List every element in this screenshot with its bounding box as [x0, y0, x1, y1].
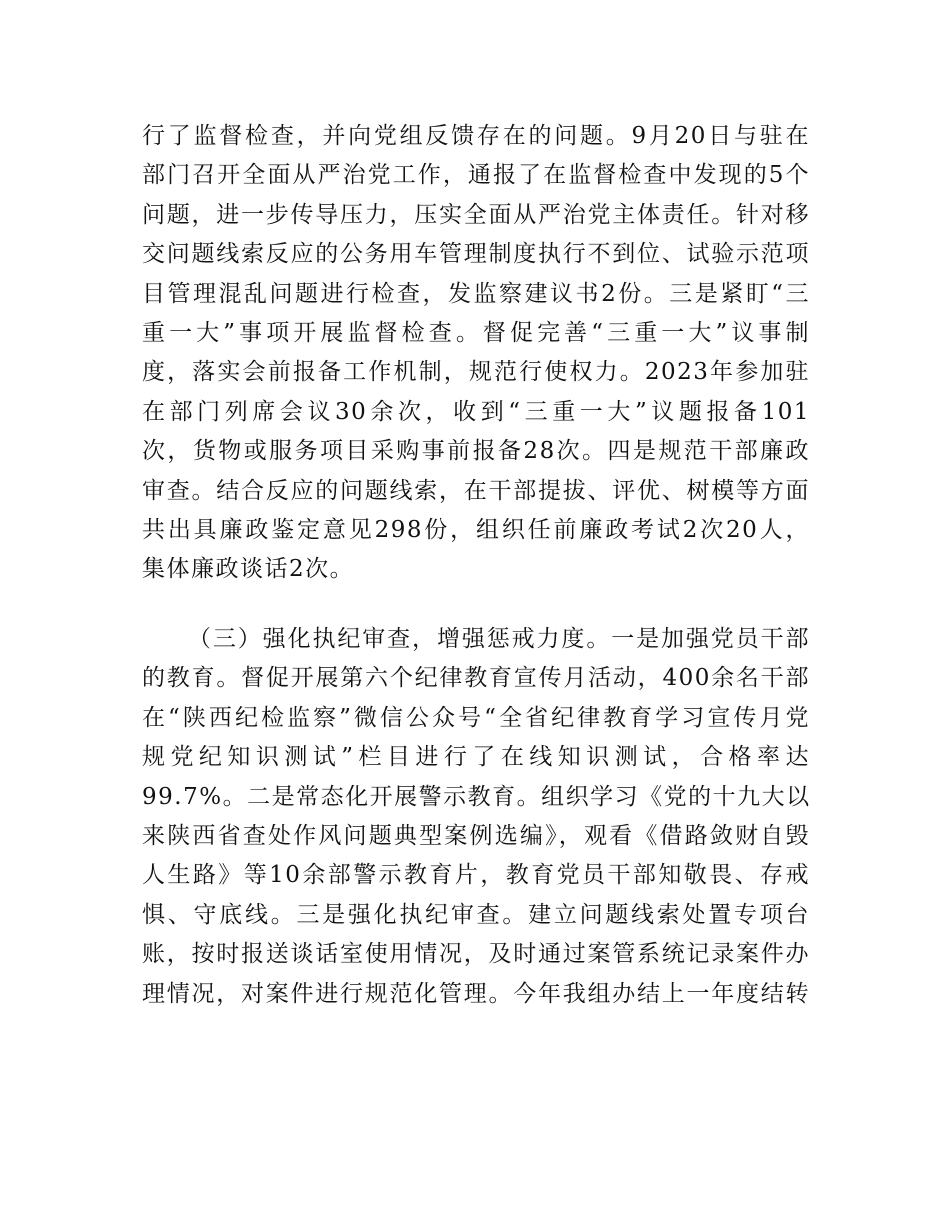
text-line: 部门召开全面从严治党工作，通报了在监督检查中发现的5个 — [142, 162, 810, 189]
text-line: 行了监督检查，并向党组反馈存在的问题。9月20日与驻在 — [142, 123, 810, 149]
text-line: 共出具廉政鉴定意见298份，组织任前廉政考试2次20人， — [142, 517, 810, 544]
text-line: 度，落实会前报备工作机制，规范行使权力。2023年参加驻 — [142, 359, 810, 386]
text-line: 在部门列席会议30余次，收到“三重一大”议题报备101 — [142, 398, 810, 425]
text-line: 人生路》等10余部警示教育片，教育党员干部知敬畏、存戒 — [142, 862, 810, 889]
text-line: 重一大”事项开展监督检查。督促完善“三重一大”议事制 — [142, 320, 810, 347]
text-line: 交问题线索反应的公务用车管理制度执行不到位、试验示范项 — [142, 241, 810, 268]
text-line: 集体廉政谈话2次。 — [142, 556, 355, 583]
text-line: 99.7%。二是常态化开展警示教育。组织学习《党的十九大以 — [142, 783, 811, 810]
text-line: 审查。结合反应的问题线索，在干部提拔、评优、树模等方面 — [142, 477, 810, 504]
paragraph-discipline-review — [142, 620, 810, 1014]
text-line: 次，货物或服务项目采购事前报备28次。四是规范干部廉政 — [142, 438, 810, 465]
text-line: 的教育。督促开展第六个纪律教育宣传月活动，400余名干部 — [142, 665, 810, 692]
text-line: 账，按时报送谈话室使用情况，及时通过案管系统记录案件办 — [142, 941, 810, 968]
text-line: 问题，进一步传导压力，压实全面从严治党主体责任。针对移 — [142, 201, 810, 228]
text-line: 在“陕西纪检监察”微信公众号“全省纪律教育学习宣传月党 — [142, 704, 810, 731]
text-line: 理情况，对案件进行规范化管理。今年我组办结上一年度结转 — [142, 980, 810, 1007]
paragraph-supervision-inspection — [142, 117, 810, 590]
text-line: 目管理混乱问题进行检查，发监察建议书2份。三是紧盯“三 — [142, 280, 810, 307]
text-line: （三）强化执纪审查，增强惩戒力度。一是加强党员干部 — [188, 626, 810, 652]
text-line: 规党纪知识测试”栏目进行了在线知识测试，合格率达 — [142, 744, 810, 771]
text-line: 来陕西省查处作风问题典型案例选编》，观看《借路敛财自毁 — [142, 823, 810, 850]
text-line: 惧、守底线。三是强化执纪审查。建立问题线索处置专项台 — [142, 901, 810, 928]
